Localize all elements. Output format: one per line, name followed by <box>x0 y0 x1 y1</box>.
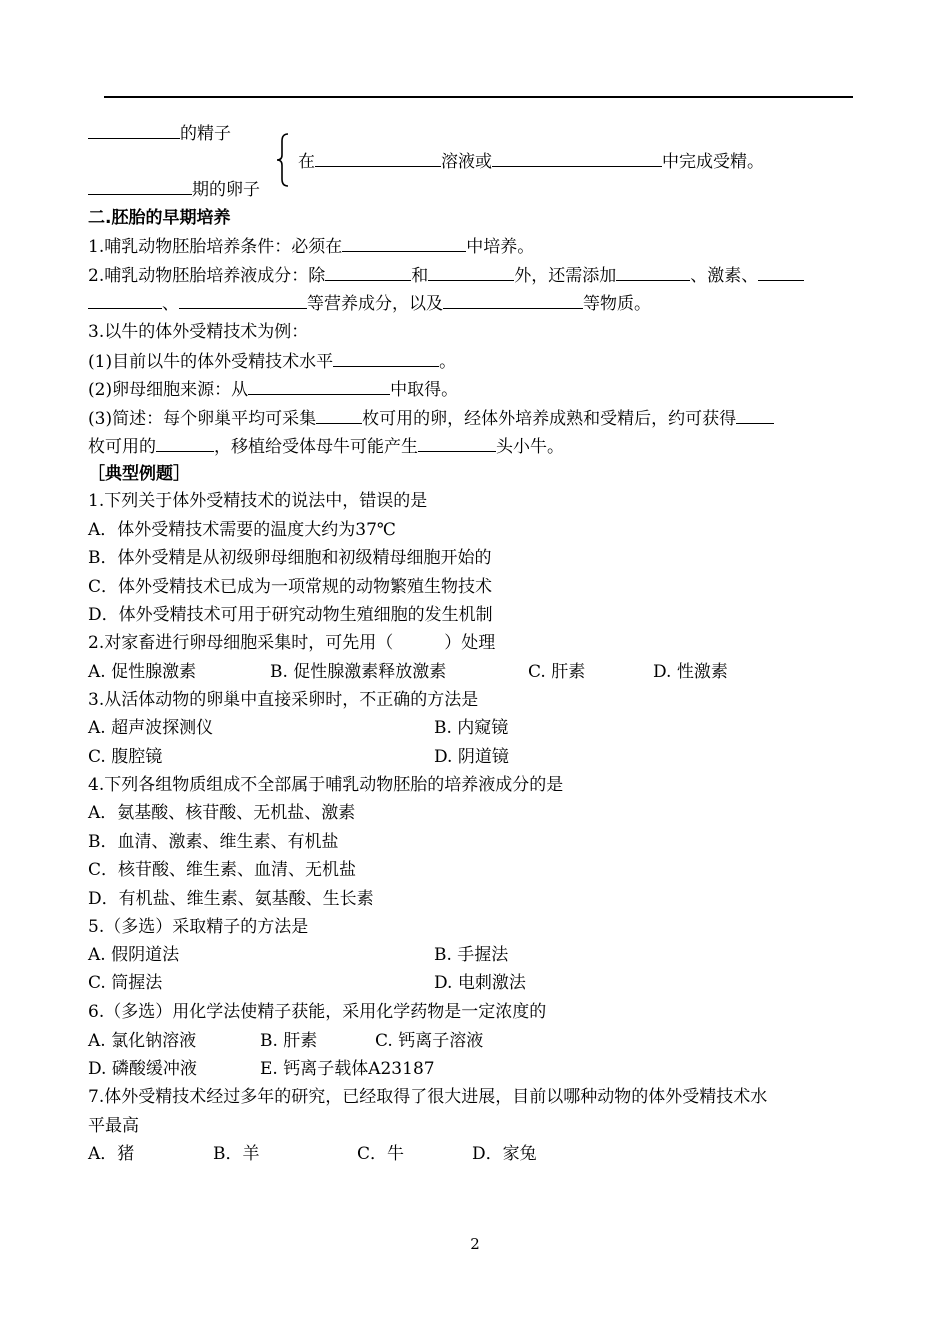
blank-culture <box>342 235 466 252</box>
examples-title: ［典型例题］ <box>88 464 190 484</box>
q1-option-c: C．体外受精技术已成为一项常规的动物繁殖生物技术 <box>88 577 493 597</box>
q7-option-b: B．羊 <box>213 1144 260 1164</box>
blank-serum <box>443 292 583 309</box>
blank-solution <box>315 150 441 167</box>
q3-option-a: A. 超声波探测仪 <box>88 718 214 738</box>
blank-amino <box>758 264 804 281</box>
q5-option-a: A. 假阴道法 <box>88 945 180 965</box>
section2-item-2-cont <box>88 292 651 315</box>
section2-item-3-2 <box>88 378 458 401</box>
q4-option-c: C．核苷酸、维生素、血清、无机盐 <box>88 860 357 880</box>
text: 1.哺乳动物胚胎培养条件：必须在 <box>88 237 343 257</box>
header-rule <box>104 96 853 98</box>
q4-option-a: A．氨基酸、核苷酸、无机盐、激素 <box>88 803 356 823</box>
blank-nucleotide <box>88 292 162 309</box>
q7-option-a: A．猪 <box>88 1144 135 1164</box>
blank-calves <box>418 435 496 452</box>
sperm-suffix: 的精子 <box>180 124 231 144</box>
q4-option-b: B．血清、激素、维生素、有机盐 <box>88 832 339 852</box>
q3-option-d: D. 阴道镜 <box>434 747 509 767</box>
text: 外，还需添加 <box>514 266 617 286</box>
q5-option-c: C. 筒握法 <box>88 973 163 993</box>
text: 枚可用的卵，经体外培养成熟和受精后，约可获得 <box>362 409 737 429</box>
egg-line <box>88 178 260 201</box>
section2-item-3: 3.以牛的体外受精技术为例： <box>88 322 309 342</box>
curly-brace-icon <box>276 133 296 187</box>
section-2-title: 二.胚胎的早期培养 <box>88 208 231 228</box>
blank-nutrient <box>179 292 307 309</box>
q4-option-d: D．有机盐、维生素、氨基酸、生长素 <box>88 889 374 909</box>
text: ，移植给受体母牛可能产生 <box>214 437 418 457</box>
section2-item-3-1 <box>88 350 456 373</box>
q2-option-d: D. 性激素 <box>653 662 728 682</box>
q1-option-b: B．体外受精是从初级卵母细胞和初级精母细胞开始的 <box>88 548 492 568</box>
question-2: 2.对家畜进行卵母细胞采集时，可先用（ ）处理 <box>88 633 496 653</box>
fert-medium-line <box>298 150 764 173</box>
text: 头小牛。 <box>496 437 564 457</box>
q6-option-c: C. 钙离子溶液 <box>375 1031 484 1051</box>
section2-item-1 <box>88 235 534 258</box>
section2-item-3-3-cont <box>88 435 564 458</box>
q6-option-a: A. 氯化钠溶液 <box>88 1031 197 1051</box>
page-number: 2 <box>470 1235 480 1253</box>
text: (1)目前以牛的体外受精技术水平 <box>88 352 334 372</box>
q6-option-e: E. 钙离子载体A23187 <box>260 1059 435 1079</box>
fert-solution-or: 溶液或 <box>441 152 492 172</box>
section2-item-2 <box>88 264 804 287</box>
question-1: 1.下列关于体外受精技术的说法中，错误的是 <box>88 491 428 511</box>
question-7-line-1: 7.体外受精技术经过多年的研究，已经取得了很大进展，目前以哪种动物的体外受精技术水 <box>88 1087 768 1107</box>
blank-embryo <box>156 435 214 452</box>
text: 。 <box>439 352 457 372</box>
q2-option-a: A. 促性腺激素 <box>88 662 197 682</box>
blank-count-embryos <box>736 407 774 424</box>
blank-salt-2 <box>428 264 514 281</box>
q3-option-c: C. 腹腔镜 <box>88 747 163 767</box>
text: 、激素、 <box>690 266 759 286</box>
question-4: 4.下列各组物质组成不全部属于哺乳动物胚胎的培养液成分的是 <box>88 775 564 795</box>
blank-egg-stage <box>88 178 192 195</box>
q6-option-b: B. 肝素 <box>260 1031 318 1051</box>
q5-option-b: B. 手握法 <box>434 945 509 965</box>
q6-option-d: D. 磷酸缓冲液 <box>88 1059 197 1079</box>
text: 等物质。 <box>583 294 651 314</box>
q1-option-a: A．体外受精技术需要的温度大约为37℃ <box>88 520 396 540</box>
text: 中培养。 <box>466 237 535 257</box>
text: 、 <box>162 294 179 314</box>
text: 2.哺乳动物胚胎培养液成分：除 <box>88 266 326 286</box>
egg-suffix: 期的卵子 <box>192 180 260 200</box>
blank-sperm <box>88 122 180 139</box>
blank-salt-1 <box>325 264 411 281</box>
q1-option-d: D．体外受精技术可用于研究动物生殖细胞的发生机制 <box>88 605 493 625</box>
q3-option-b: B. 内窥镜 <box>434 718 509 738</box>
blank-vitamin <box>616 264 690 281</box>
section2-item-3-3 <box>88 407 774 430</box>
question-7-line-2: 平最高 <box>88 1116 139 1136</box>
q2-option-b: B. 促性腺激素释放激素 <box>270 662 447 682</box>
question-6: 6.（多选）用化学法使精子获能，采用化学药物是一定浓度的 <box>88 1002 547 1022</box>
q5-option-d: D. 电刺激法 <box>434 973 526 993</box>
q7-option-c: C．牛 <box>357 1144 405 1164</box>
blank-level <box>333 350 439 367</box>
sperm-line <box>88 122 231 145</box>
question-5: 5.（多选）采取精子的方法是 <box>88 917 309 937</box>
text: (2)卵母细胞来源：从 <box>88 380 249 400</box>
blank-count-eggs <box>316 407 362 424</box>
blank-medium <box>492 150 662 167</box>
fert-in: 在 <box>298 152 315 172</box>
question-3: 3.从活体动物的卵巢中直接采卵时，不正确的方法是 <box>88 690 479 710</box>
text: 和 <box>411 266 429 286</box>
text: 枚可用的 <box>88 437 156 457</box>
blank-source <box>248 378 390 395</box>
text: (3)简述：每个卵巢平均可采集 <box>88 409 317 429</box>
q2-option-c: C. 肝素 <box>528 662 586 682</box>
q7-option-d: D．家兔 <box>472 1144 537 1164</box>
fert-complete: 中完成受精。 <box>662 152 764 172</box>
text: 等营养成分，以及 <box>307 294 443 314</box>
text: 中取得。 <box>390 380 459 400</box>
